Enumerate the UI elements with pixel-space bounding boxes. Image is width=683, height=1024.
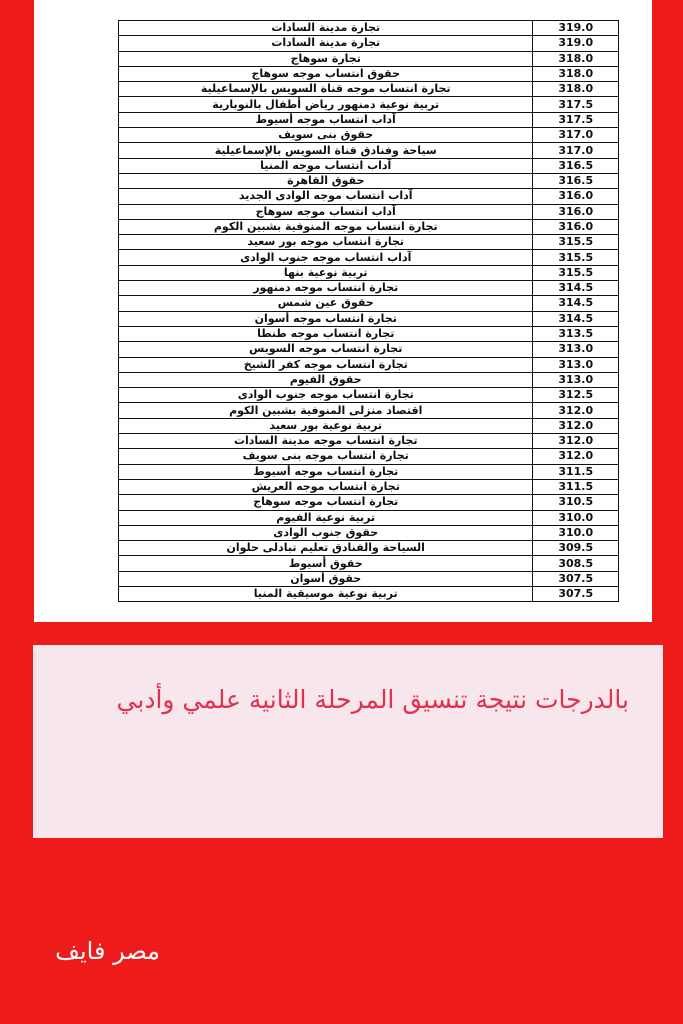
table-row xyxy=(119,204,619,219)
score-cell: 314.5 xyxy=(533,311,619,326)
faculty-name-cell: آداب انتساب موجه أسيوط xyxy=(119,112,533,127)
score-cell: 319.0 xyxy=(533,36,619,51)
score-cell: 317.5 xyxy=(533,97,619,112)
results-table xyxy=(118,20,619,602)
score-cell: 311.5 xyxy=(533,479,619,494)
faculty-name-cell: حقوق أسيوط xyxy=(119,556,533,571)
table-row xyxy=(119,571,619,586)
score-cell: 316.0 xyxy=(533,219,619,234)
faculty-name-cell: تجارة انتساب موجه أسوان xyxy=(119,311,533,326)
table-row xyxy=(119,158,619,173)
table-row xyxy=(119,479,619,494)
faculty-name-cell: حقوق الفيوم xyxy=(119,372,533,387)
score-cell: 312.0 xyxy=(533,434,619,449)
faculty-name-cell: تجارة مدينة السادات xyxy=(119,21,533,36)
score-cell: 318.0 xyxy=(533,51,619,66)
table-row xyxy=(119,418,619,433)
faculty-name-cell: حقوق جنوب الوادى xyxy=(119,525,533,540)
score-cell: 319.0 xyxy=(533,21,619,36)
table-row xyxy=(119,189,619,204)
faculty-name-cell: تجارة انتساب موجه أسيوط xyxy=(119,464,533,479)
score-cell: 313.0 xyxy=(533,357,619,372)
score-cell: 318.0 xyxy=(533,66,619,81)
score-cell: 309.5 xyxy=(533,541,619,556)
score-cell: 316.5 xyxy=(533,158,619,173)
faculty-name-cell: تجارة مدينة السادات xyxy=(119,36,533,51)
score-cell: 318.0 xyxy=(533,82,619,97)
score-cell: 315.5 xyxy=(533,235,619,250)
table-row xyxy=(119,311,619,326)
faculty-name-cell: حقوق بنى سويف xyxy=(119,128,533,143)
score-cell: 314.5 xyxy=(533,281,619,296)
table-row xyxy=(119,464,619,479)
faculty-name-cell: آداب انتساب موجه سوهاج xyxy=(119,204,533,219)
faculty-name-cell: آداب انتساب موجه الوادى الجديد xyxy=(119,189,533,204)
caption-panel xyxy=(33,645,663,838)
faculty-name-cell: تربية نوعية بور سعيد xyxy=(119,418,533,433)
table-row xyxy=(119,281,619,296)
score-cell: 312.0 xyxy=(533,403,619,418)
score-cell: 310.0 xyxy=(533,510,619,525)
faculty-name-cell: سياحة وفنادق قناة السويس بالإسماعيلية xyxy=(119,143,533,158)
faculty-name-cell: حقوق عين شمس xyxy=(119,296,533,311)
faculty-name-cell: تجارة انتساب موجه كفر الشيخ xyxy=(119,357,533,372)
table-row xyxy=(119,128,619,143)
score-cell: 316.0 xyxy=(533,189,619,204)
score-cell: 317.0 xyxy=(533,143,619,158)
table-row xyxy=(119,510,619,525)
faculty-name-cell: حقوق انتساب موجه سوهاج xyxy=(119,66,533,81)
faculty-name-cell: تجارة انتساب موجه طنطا xyxy=(119,326,533,341)
faculty-name-cell: تجارة انتساب موجه قناة السويس بالإسماعيلية xyxy=(119,82,533,97)
site-brand-label: مصر فايف xyxy=(55,937,160,965)
faculty-name-cell: آداب انتساب موجه جنوب الوادى xyxy=(119,250,533,265)
scanned-results-sheet xyxy=(34,0,652,622)
faculty-name-cell: اقتصاد منزلى المنوفية بشبين الكوم xyxy=(119,403,533,418)
score-cell: 310.5 xyxy=(533,495,619,510)
score-cell: 316.5 xyxy=(533,173,619,188)
faculty-name-cell: تجارة انتساب موجه العريش xyxy=(119,479,533,494)
table-row xyxy=(119,449,619,464)
faculty-name-cell: تربية نوعية بنها xyxy=(119,265,533,280)
caption-headline: بالدرجات نتيجة تنسيق المرحلة الثانية علمي وأدبي xyxy=(116,685,629,714)
table-row xyxy=(119,586,619,601)
faculty-name-cell: تربية نوعية دمنهور رياض أطفال بالنوبارية xyxy=(119,97,533,112)
table-row xyxy=(119,21,619,36)
faculty-name-cell: تجارة انتساب موجه سوهاج xyxy=(119,495,533,510)
table-row xyxy=(119,97,619,112)
table-row xyxy=(119,51,619,66)
table-row xyxy=(119,434,619,449)
faculty-name-cell: حقوق القاهرة xyxy=(119,173,533,188)
score-cell: 313.0 xyxy=(533,342,619,357)
table-row xyxy=(119,82,619,97)
score-cell: 308.5 xyxy=(533,556,619,571)
score-cell: 317.5 xyxy=(533,112,619,127)
score-cell: 307.5 xyxy=(533,571,619,586)
table-row xyxy=(119,265,619,280)
score-cell: 312.5 xyxy=(533,388,619,403)
table-row xyxy=(119,250,619,265)
faculty-name-cell: تربية نوعية موسيقية المنيا xyxy=(119,586,533,601)
faculty-name-cell: آداب انتساب موجه المنيا xyxy=(119,158,533,173)
results-table-body xyxy=(119,21,619,602)
table-row xyxy=(119,66,619,81)
table-row xyxy=(119,403,619,418)
score-cell: 316.0 xyxy=(533,204,619,219)
faculty-name-cell: تجارة انتساب موجه مدينة السادات xyxy=(119,434,533,449)
faculty-name-cell: تربية نوعية الفيوم xyxy=(119,510,533,525)
table-row xyxy=(119,541,619,556)
score-cell: 312.0 xyxy=(533,449,619,464)
faculty-name-cell: تجارة انتساب موجه جنوب الوادى xyxy=(119,388,533,403)
table-row xyxy=(119,372,619,387)
score-cell: 313.0 xyxy=(533,372,619,387)
score-cell: 315.5 xyxy=(533,265,619,280)
faculty-name-cell: تجارة انتساب موجه المنوفية بشبين الكوم xyxy=(119,219,533,234)
faculty-name-cell: تجارة انتساب موجه دمنهور xyxy=(119,281,533,296)
table-row xyxy=(119,219,619,234)
table-row xyxy=(119,495,619,510)
faculty-name-cell: تجارة سوهاج xyxy=(119,51,533,66)
faculty-name-cell: حقوق أسوان xyxy=(119,571,533,586)
score-cell: 310.0 xyxy=(533,525,619,540)
table-row xyxy=(119,173,619,188)
faculty-name-cell: تجارة انتساب موجه بور سعيد xyxy=(119,235,533,250)
score-cell: 313.5 xyxy=(533,326,619,341)
table-row xyxy=(119,342,619,357)
table-row xyxy=(119,296,619,311)
score-cell: 307.5 xyxy=(533,586,619,601)
faculty-name-cell: تجارة انتساب موجه بنى سويف xyxy=(119,449,533,464)
table-row xyxy=(119,235,619,250)
table-row xyxy=(119,556,619,571)
table-row xyxy=(119,388,619,403)
table-row xyxy=(119,36,619,51)
table-row xyxy=(119,143,619,158)
faculty-name-cell: تجارة انتساب موجه السويس xyxy=(119,342,533,357)
score-cell: 311.5 xyxy=(533,464,619,479)
score-cell: 312.0 xyxy=(533,418,619,433)
score-cell: 315.5 xyxy=(533,250,619,265)
table-row xyxy=(119,326,619,341)
faculty-name-cell: السياحة والفنادق تعليم تبادلى حلوان xyxy=(119,541,533,556)
table-row xyxy=(119,357,619,372)
table-row xyxy=(119,112,619,127)
table-row xyxy=(119,525,619,540)
score-cell: 314.5 xyxy=(533,296,619,311)
score-cell: 317.0 xyxy=(533,128,619,143)
